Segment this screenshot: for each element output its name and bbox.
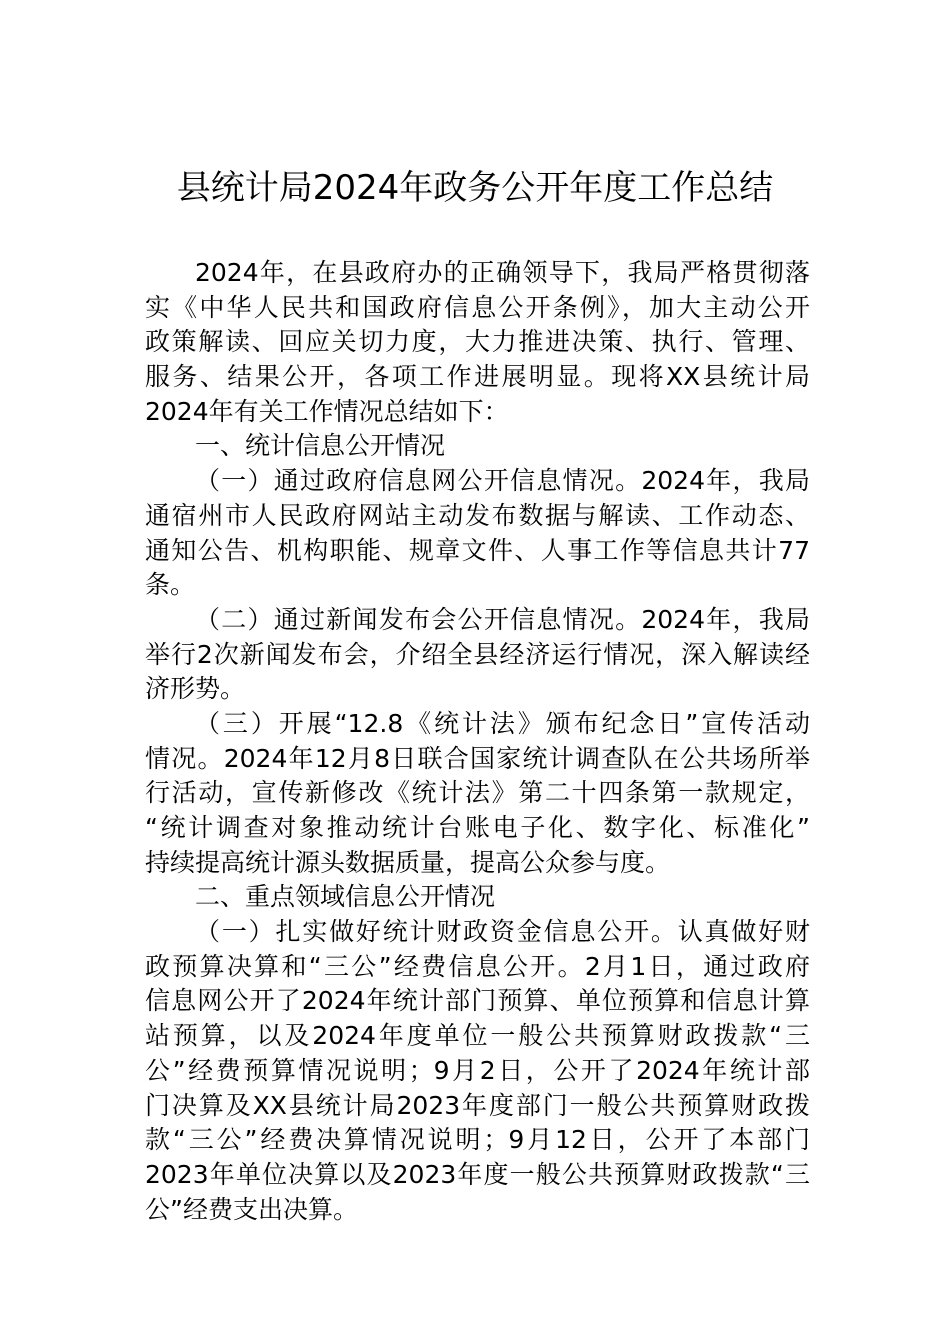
paragraph-line: 政策解读、回应关切力度，大力推进决策、执行、管理、	[145, 327, 810, 357]
paragraph-line: 站预算，以及2024年度单位一般公共预算财政拨款“三	[145, 1021, 810, 1051]
paragraph-line: 2024年有关工作情况总结如下：	[145, 396, 509, 426]
document-title: 县统计局2024年政务公开年度工作总结	[176, 168, 774, 208]
paragraph-line: 2023年单位决算以及2023年度一般公共预算财政拨款“三	[145, 1159, 810, 1189]
paragraph-line: 款“三公”经费决算情况说明；9月12日，公开了本部门	[145, 1125, 810, 1155]
paragraph-line: 实《中华人民共和国政府信息公开条例》，加大主动公开	[145, 292, 810, 322]
paragraph-line: 服务、结果公开，各项工作进展明显。现将XX县统计局	[145, 362, 810, 392]
paragraph-line: 持续提高统计源头数据质量，提高公众参与度。	[145, 847, 671, 877]
paragraph-line: 通知公告、机构职能、规章文件、人事工作等信息共计77	[145, 535, 810, 565]
document-body	[145, 256, 810, 1227]
paragraph-line: （一）通过政府信息网公开信息情况。2024年，我局	[195, 466, 810, 496]
paragraph-line: 门决算及XX县统计局2023年度部门一般公共预算财政拨	[145, 1090, 810, 1120]
paragraph-line: （一）扎实做好统计财政资金信息公开。认真做好财	[195, 917, 810, 947]
paragraph-line: 条。	[145, 570, 196, 600]
paragraph-line: 公”经费预算情况说明；9月2日，公开了2024年统计部	[145, 1055, 810, 1085]
paragraph-line: 通宿州市人民政府网站主动发布数据与解读、工作动态、	[145, 500, 810, 530]
paragraph-line: 济形势。	[145, 674, 246, 704]
paragraph-line: “统计调查对象推动统计台账电子化、数字化、标准化”	[145, 813, 810, 842]
paragraph-line: 信息网公开了2024年统计部门预算、单位预算和信息计算	[145, 986, 810, 1016]
paragraph-line: 公”经费支出决算。	[145, 1194, 358, 1224]
paragraph-line: 政预算决算和“三公”经费信息公开。2月1日，通过政府	[145, 951, 810, 981]
section-heading: 二、重点领域信息公开情况	[195, 882, 496, 912]
paragraph-line: （二）通过新闻发布会公开信息情况。2024年，我局	[195, 604, 810, 634]
paragraph-line: 情况。2024年12月8日联合国家统计调查队在公共场所举	[145, 743, 810, 773]
paragraph-line: 举行2次新闻发布会，介绍全县经济运行情况，深入解读经	[145, 639, 810, 669]
paragraph-line: （三）开展“12.8《统计法》颁布纪念日”宣传活动	[195, 708, 810, 738]
paragraph-line: 2024年，在县政府办的正确领导下，我局严格贯彻落	[195, 258, 810, 287]
section-heading: 一、统计信息公开情况	[195, 431, 446, 461]
paragraph-line: 行活动，宣传新修改《统计法》第二十四条第一款规定，	[145, 778, 810, 808]
